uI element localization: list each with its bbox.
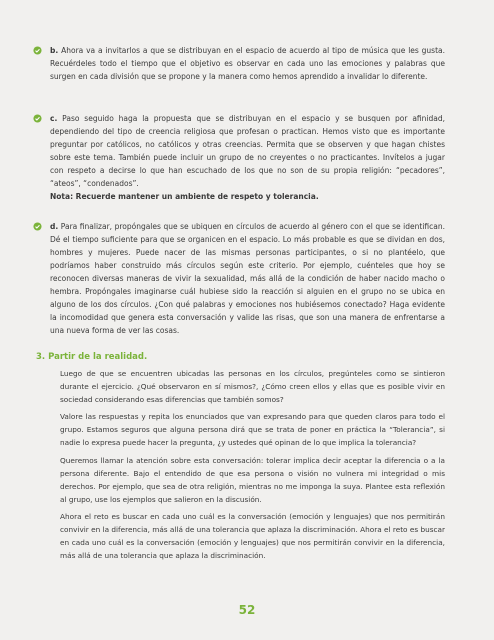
paragraph: Queremos llamar la atención sobre esta conversación: tolerar implica decir aceptar la diferencia o a la persona diferente. Bajo el entendido de que esa persona o visión no vulnera mi integridad o mis derechos. Por ejemplo, que sea de otra religión, mientras no me imponga la suya. Plantee esta reflexión al grupo, use los ejemplos que salieron en la discusión. — [60, 456, 445, 504]
activity-item-b — [50, 44, 445, 83]
check-circle-icon — [33, 46, 42, 55]
item-text: Ahora va a invitarlos a que se distribuyan en el espacio de acuerdo al tipo de música que les gusta. Recuérdeles todo el tiempo que el objetivo es observar en cada uno las emociones y palabras que surgen en cada división que se propone y la manera como hemos aprendido a invalidar lo diferente. — [50, 46, 446, 81]
item-text: Paso seguido haga la propuesta que se distribuyan en el espacio y se busquen por afinidad, dependiendo del tipo de creencia religiosa que profesan o practican. Hemos visto que es importante preguntar por católicos, no católicos y otras creencias. Permita que se observen y que hagan chistes sobre este tema. También puede incluir un grupo de no creyentes o no practicantes. Invítelos a jugar con respeto a decirse lo que han escuchado de los que no son de su propia religión: “pecadores”, “ateos”, “condenados”. — [50, 114, 445, 188]
page-number: 52 — [238, 603, 256, 617]
activity-item-d — [50, 220, 445, 337]
paragraph: Ahora el reto es buscar en cada uno cuál es la conversación (emoción y lenguajes) que nos permitirán convivir en la diferencia, más allá de una tolerancia que aplaza la discriminación. Ahora el reto es buscar en cada uno cuál es la conversación (emoción y lenguajes) que nos permitirán convivir en la diferencia, más allá de una tolerancia que aplaza la discriminación. — [60, 512, 445, 560]
item-label: c. — [50, 114, 58, 123]
paragraph: Luego de que se encuentren ubicadas las personas en los círculos, pregúnteles como se sintieron durante el ejercicio. ¿Qué observaron en sí mismos?, ¿Cómo creen ellos y ellas que es posible vivir en sociedad considerando esas diferencias que también somos? — [60, 369, 445, 404]
check-circle-icon — [33, 114, 42, 123]
section-title: 3. Partir de la realidad. — [36, 352, 148, 362]
item-text: Para finalizar, propóngales que se ubiquen en círculos de acuerdo al género con el que se identifican. Dé el tiempo suficiente para que se organicen en el espacio. Lo más probable es que se dividan en dos, hombres y mujeres. Puede nacer de las mismas personas participantes, o si no plantéelo, que podríamos haber construido más círculos según este criterio. Por ejemplo, cuénteles que hoy se reconocen diversas maneras de vivir la sexualidad, más allá de la condición de haber nacido macho o hembra. Propóngales imaginarse cuál hubiese sido la reacción si alguien en el grupo no se ubica en alguno de los dos círculos. ¿Con qué palabras y emociones nos hubiésemos conectado? Haga evidente la incomodidad que genera esta conversación y valide las risas, que son una manera de enfrentarse a una nueva forma de ver las cosas. — [50, 222, 445, 335]
item-label: b. — [50, 46, 59, 55]
item-label: d. — [50, 222, 59, 231]
paragraph: Valore las respuestas y repita los enunciados que van expresando para que queden claros para todo el grupo. Estamos seguros que alguna persona dirá que se trata de poner en práctica la “Tolerancia”, si nadie lo expresa puede hacer la pregunta, ¿y ustedes qué opinan de lo que implica la tolerancia? — [60, 412, 445, 447]
activity-item-c — [50, 112, 445, 203]
check-circle-icon — [33, 222, 42, 231]
note-text: Nota: Recuerde mantener un ambiente de respeto y tolerancia. — [50, 192, 319, 201]
